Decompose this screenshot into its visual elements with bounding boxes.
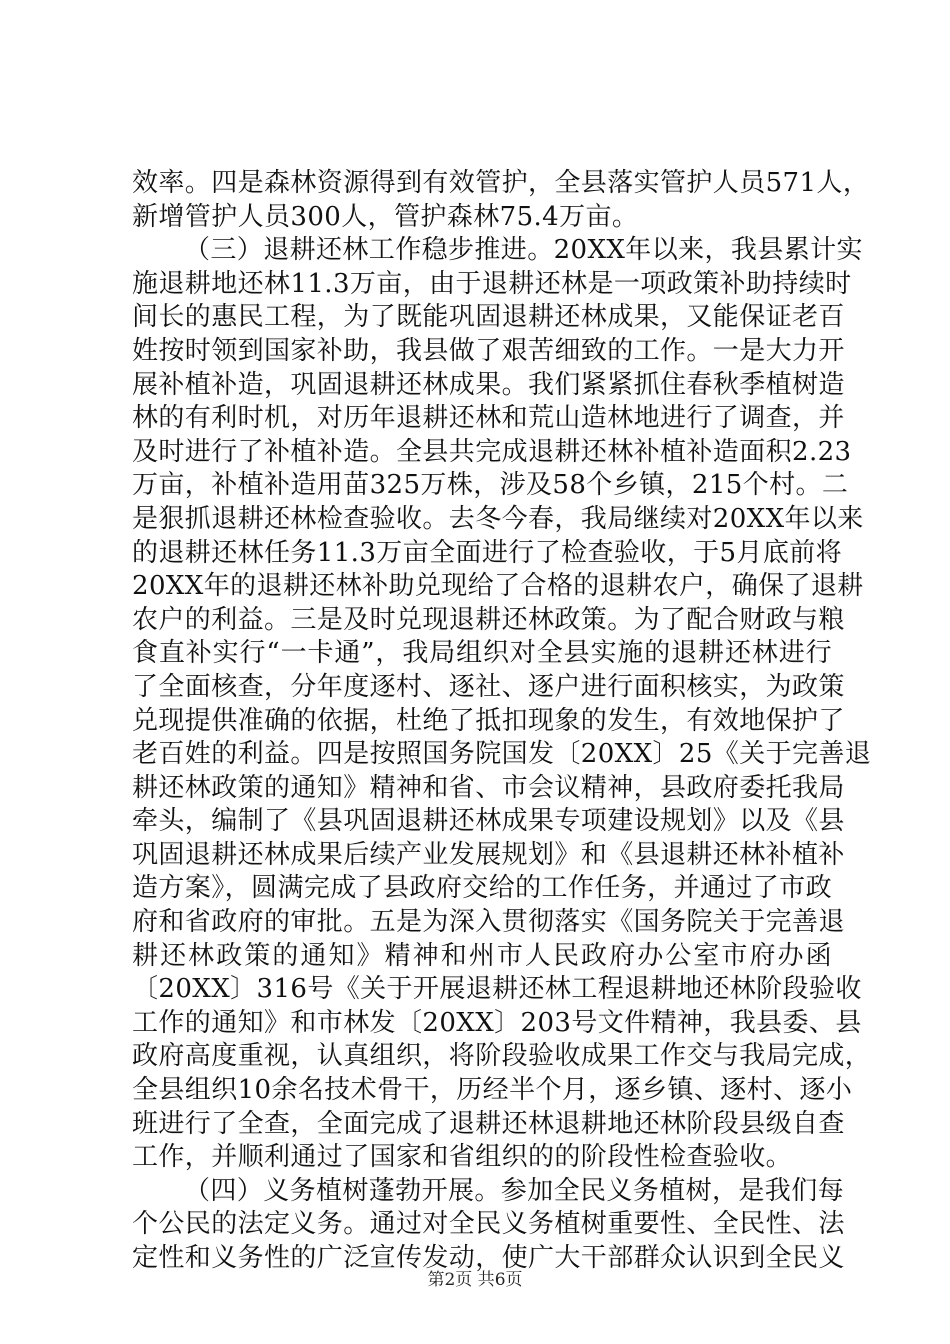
page-footer: 第2页 共6页 bbox=[427, 1270, 523, 1290]
document-body bbox=[132, 167, 872, 1276]
text-line: 巩固退耕还林成果后续产业发展规划》和《县退耕还林补植补 bbox=[132, 839, 845, 870]
text-line: 工作，并顺利通过了国家和省组织的的阶段性检查验收。 bbox=[132, 1142, 793, 1173]
text-line: 牵头，编制了《县巩固退耕还林成果专项建设规划》以及《县 bbox=[132, 806, 845, 837]
text-line: 农户的利益。三是及时兑现退耕还林政策。为了配合财政与粮 bbox=[132, 604, 845, 635]
text-line: 的退耕还林任务11.3万亩全面进行了检查验收，于5月底前将 bbox=[132, 537, 843, 568]
text-line: 定性和义务性的广泛宣传发动，使广大干部群众认识到全民义 bbox=[132, 1243, 845, 1273]
text-line: 老百姓的利益。四是按照国务院国发〔20XX〕25《关于完善退 bbox=[132, 739, 872, 770]
text-line: 20XX年的退耕还林补助兑现给了合格的退耕农户，确保了退耕 bbox=[132, 571, 864, 602]
text-line: 姓按时领到国家补助，我县做了艰苦细致的工作。一是大力开 bbox=[132, 335, 845, 366]
text-line: 府和省政府的审批。五是为深入贯彻落实《国务院关于完善退 bbox=[132, 907, 845, 938]
text-line: 〔20XX〕316号《关于开展退耕还林工程退耕地还林阶段验收 bbox=[132, 974, 862, 1005]
text-line: 林的有利时机，对历年退耕还林和荒山造林地进行了调查，并 bbox=[132, 403, 845, 434]
text-line: 间长的惠民工程，为了既能巩固退耕还林成果，又能保证老百 bbox=[132, 302, 845, 333]
text-line: 兑现提供准确的依据，杜绝了抵扣现象的发生，有效地保护了 bbox=[132, 705, 845, 736]
text-line: 工作的通知》和市林发〔20XX〕203号文件精神，我县委、县 bbox=[132, 1007, 862, 1038]
text-line: 及时进行了补植补造。全县共完成退耕还林补植补造面积2.23 bbox=[132, 436, 852, 467]
text-line: 了全面核查，分年度逐村、逐社、逐户进行面积核实，为政策 bbox=[132, 671, 845, 702]
text-line: 效率。四是森林资源得到有效管护，全县落实管护人员571人， bbox=[132, 168, 870, 198]
text-line: 班进行了全查，全面完成了退耕还林退耕地还林阶段县级自查 bbox=[132, 1108, 845, 1139]
text-line: 政府高度重视，认真组织，将阶段验收成果工作交与我局完成， bbox=[132, 1041, 872, 1072]
text-line: 新增管护人员300人，管护森林75.4万亩。 bbox=[132, 201, 639, 232]
text-line: 施退耕地还林11.3万亩，由于退耕还林是一项政策补助持续时 bbox=[132, 268, 852, 299]
text-line: 是狠抓退耕还林检查验收。去冬今春，我局继续对20XX年以来 bbox=[132, 503, 864, 534]
text-line: 耕还林政策的通知》精神和州市人民政府办公室市府办函 bbox=[132, 940, 832, 971]
text-line: 全县组织10余名技术骨干，历经半个月，逐乡镇、逐村、逐小 bbox=[132, 1075, 853, 1106]
text-line: 个公民的法定义务。通过对全民义务植树重要性、全民性、法 bbox=[132, 1209, 845, 1240]
text-line: 食直补实行“一卡通”，我局组织对全县实施的退耕还林进行 bbox=[132, 638, 832, 669]
text-line: 万亩，补植补造用苗325万株，涉及58个乡镇，215个村。二 bbox=[132, 470, 849, 501]
text-line: 展补植补造，巩固退耕还林成果。我们紧紧抓住春秋季植树造 bbox=[132, 369, 845, 400]
text-line: 耕还林政策的通知》精神和省、市会议精神，县政府委托我局 bbox=[132, 772, 845, 803]
text-line: （四）义务植树蓬勃开展。参加全民义务植树，是我们每 bbox=[184, 1175, 845, 1206]
text-line: （三）退耕还林工作稳步推进。20XX年以来，我县累计实 bbox=[184, 235, 863, 266]
text-line: 造方案》，圆满完成了县政府交给的工作任务，并通过了市政 bbox=[132, 873, 832, 904]
